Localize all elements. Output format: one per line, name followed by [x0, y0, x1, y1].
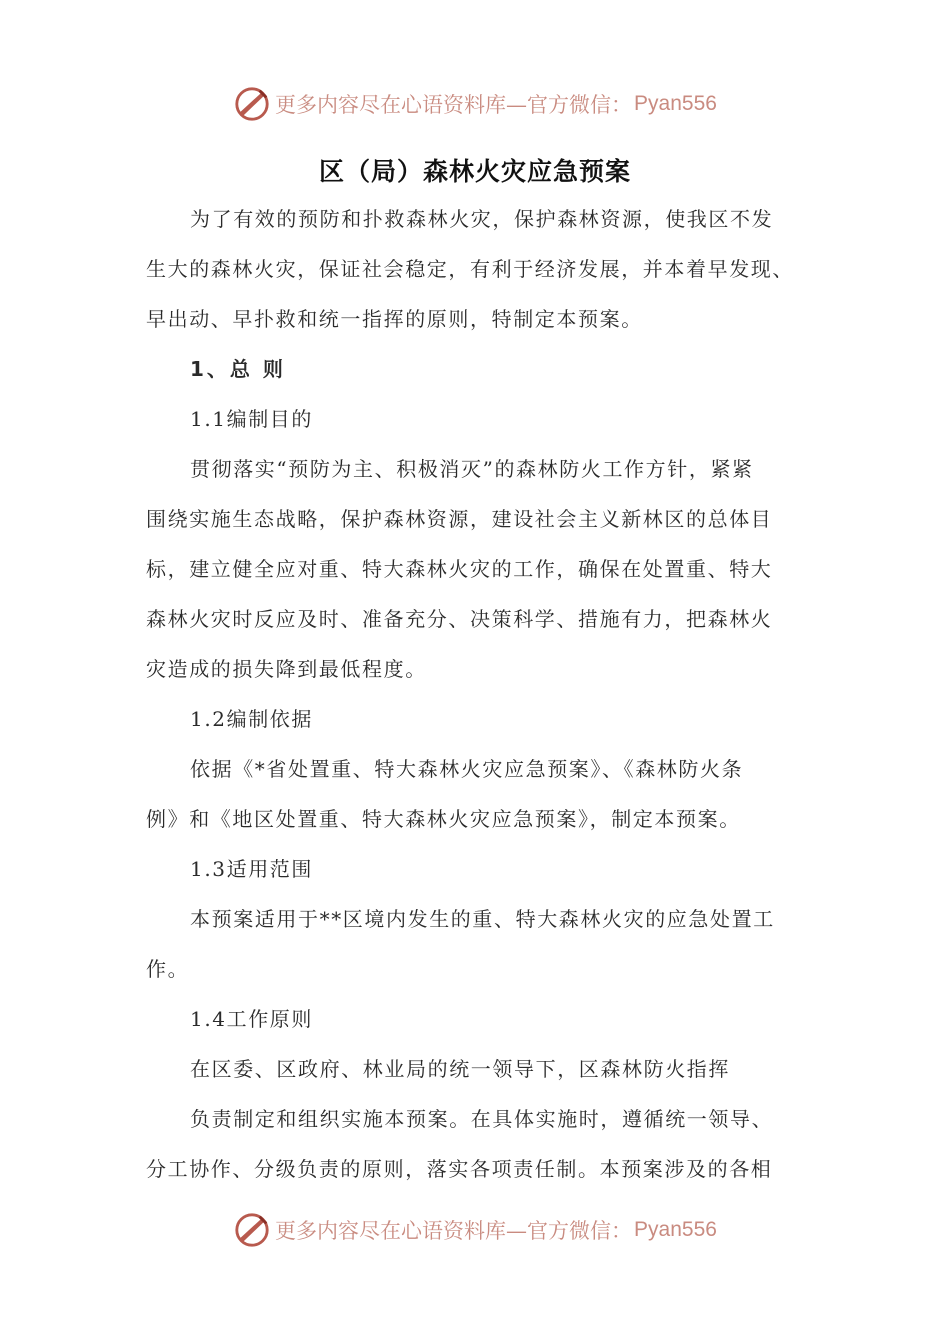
body-line: 标，建立健全应对重、特大森林火灾的工作，确保在处置重、特大	[146, 557, 773, 581]
pen-logo-icon	[233, 85, 271, 123]
wechat-id: Pyan556	[634, 1218, 717, 1241]
body-line: 分工协作、分级负责的原则，落实各项责任制。本预案涉及的各相	[146, 1157, 773, 1181]
footer-watermark-banner	[0, 1208, 950, 1252]
pen-logo-icon	[233, 1211, 271, 1249]
section-heading: 1、总 则	[190, 357, 286, 381]
subsection-heading: 1.3适用范围	[190, 857, 314, 881]
body-line: 生大的森林火灾，保证社会稳定，有利于经济发展，并本着早发现、	[146, 257, 794, 281]
body-line: 为了有效的预防和扑救森林火灾，保护森林资源，使我区不发	[190, 207, 774, 231]
body-line: 灾造成的损失降到最低程度。	[146, 657, 427, 681]
body-line: 本预案适用于**区境内发生的重、特大森林火灾的应急处置工	[190, 907, 775, 931]
body-line: 依据《*省处置重、特大森林火灾应急预案》、《森林防火条	[190, 757, 744, 781]
body-line: 围绕实施生态战略，保护森林资源，建设社会主义新林区的总体目	[146, 507, 773, 531]
body-line: 早出动、早扑救和统一指挥的原则，特制定本预案。	[146, 307, 643, 331]
wechat-id: Pyan556	[634, 92, 717, 115]
body-line: 贯彻落实“预防为主、积极消灭”的森林防火工作方针，紧紧	[190, 457, 754, 481]
body-line: 负责制定和组织实施本预案。在具体实施时，遵循统一领导、	[190, 1107, 774, 1131]
body-line: 森林火灾时反应及时、准备充分、决策科学、措施有力，把森林火	[146, 607, 773, 631]
document-title: 区（局）森林火灾应急预案	[318, 157, 631, 186]
body-line: 在区委、区政府、林业局的统一领导下，区森林防火指挥	[190, 1057, 730, 1081]
body-line: 例》和《地区处置重、特大森林火灾应急预案》，制定本预案。	[146, 807, 741, 831]
subsection-heading: 1.2编制依据	[190, 707, 314, 731]
body-line: 作。	[146, 957, 190, 981]
subsection-heading: 1.1编制目的	[190, 407, 314, 431]
header-watermark-banner	[0, 82, 950, 126]
banner-text: 更多内容尽在心语资料库—官方微信：	[275, 93, 633, 117]
subsection-heading: 1.4工作原则	[190, 1007, 314, 1031]
banner-text: 更多内容尽在心语资料库—官方微信：	[275, 1219, 633, 1243]
